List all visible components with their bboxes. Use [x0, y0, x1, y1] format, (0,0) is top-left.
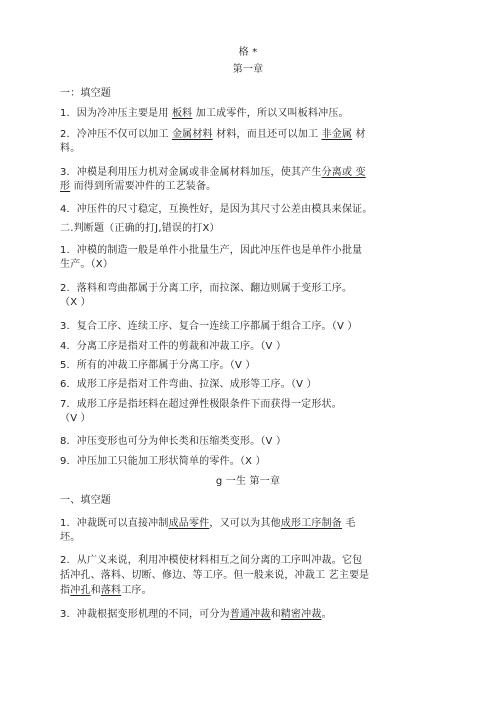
fill2-item-2: 2．从广义来说，利用冲模使材料相互之间分离的工序叫冲裁。它包: [60, 555, 363, 566]
fill-item-1: 1．因为冷冲压主要是用 板料 加工成零件，所以又叫板料冲压。: [60, 108, 349, 119]
judge-item-8: 8．冲压变形也可分为伸长类和压缩类变形。（V ）: [60, 436, 287, 447]
fill-item-2-cont: 料。: [60, 143, 81, 154]
judge-item-3: 3．复合工序、连续工序、复合一连续工序都属于组合工序。（V ）: [60, 321, 358, 332]
judge-item-2-cont: （X ）: [60, 297, 91, 308]
fill2-item-1: 1．冲裁既可以直接冲制成品零件，又可以为其他成形工序制备 毛: [60, 518, 356, 529]
judge-heading: 二.判断题（正确的打J,错误的打X）: [60, 223, 220, 234]
fill2-item-2-cont2: 指冲孔和落料工序。: [60, 585, 152, 596]
judge-item-7: 7．成形工序是指坯料在超过弹性极限条件下而获得一定形状。: [60, 399, 342, 410]
chapter-heading: 第一章: [232, 64, 264, 75]
judge-item-5: 5．所有的冲裁工序都属于分离工序。（V ）: [60, 360, 256, 371]
page-title: 格 *: [238, 47, 258, 58]
judge-item-1-cont: 生产。（X）: [60, 259, 114, 270]
fill2-item-2-cont: 括冲孔、落料、切断、修边、等工序。但一般来说，冲裁工 艺主要是: [60, 570, 370, 581]
section-header-2: g 一生 第一章: [215, 476, 281, 487]
judge-item-4: 4．分离工序是指对工件的剪裁和冲裁工序。（V ）: [60, 341, 287, 352]
judge-item-7-cont: （V ）: [60, 413, 91, 424]
judge-item-1: 1．冲模的制造一般是单件小批量生产，因此冲压件也是单件小批量: [60, 245, 363, 256]
judge-item-9: 9．冲压加工只能加工形状简单的零件。（X ）: [60, 456, 266, 467]
fill-item-4: 4．冲压件的尺寸稳定，互换性好，是因为其尺寸公差由模具来保证。: [60, 204, 373, 215]
fill2-item-1-cont: 坯。: [60, 532, 81, 543]
judge-item-6: 6．成形工序是指对工件弯曲、拉深、成形等工序。（V ）: [60, 379, 317, 390]
fill-item-3-cont: 形 而得到所需要冲件的工艺装备。: [60, 181, 217, 192]
judge-item-2: 2．落料和弯曲都属于分离工序，而拉深、翻边则属于变形工序。: [60, 283, 353, 294]
fill-in-heading-2: 一、填空题: [60, 495, 111, 506]
fill2-item-3: 3．冲裁根据变形机理的不同，可分为普通冲裁和精密冲裁。: [60, 609, 332, 620]
fill-in-heading: 一：填空题: [60, 88, 111, 99]
fill-item-2: 2．冷冲压不仅可以加工 金属材料 材料，而且还可以加工 非金属 材: [60, 129, 366, 140]
fill-item-3: 3．冲模是利用压力机对金属或非金属材料加压，使其产生分离或 变: [60, 167, 366, 178]
